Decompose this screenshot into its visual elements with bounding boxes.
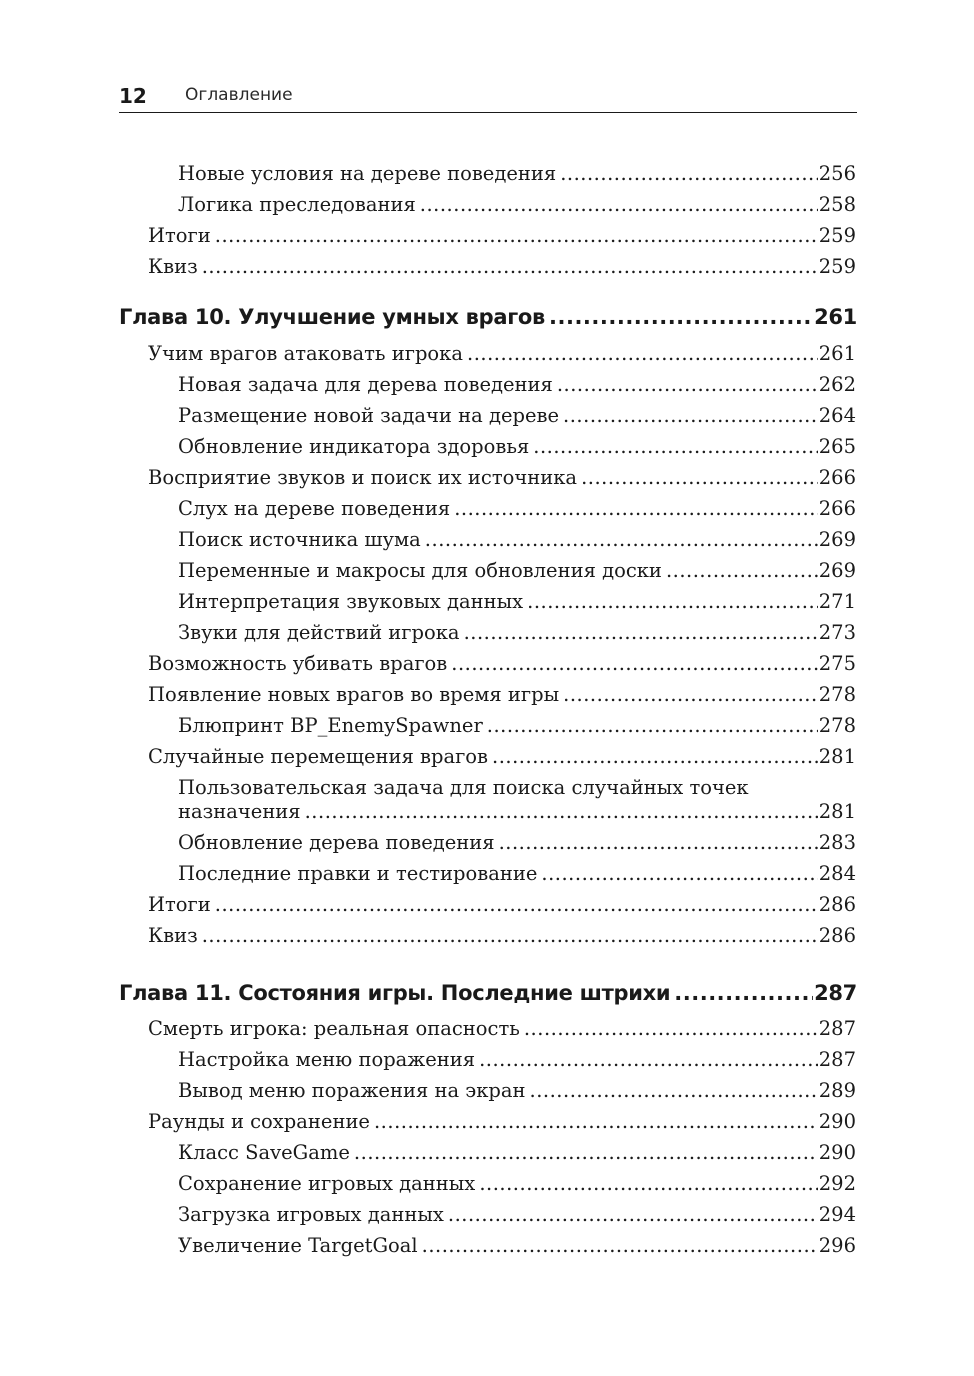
toc-entry: Слух на дереве поведения ..... 266: [178, 497, 856, 520]
running-header: [119, 80, 857, 113]
toc-entry: Раунды и сохранение ..... 290: [148, 1110, 856, 1133]
toc-entry: Итоги ..... 286: [148, 893, 856, 916]
toc-entry: Возможность убивать врагов ..... 275: [148, 652, 856, 675]
toc-entry: Новые условия на дереве поведения ..... 256: [178, 162, 856, 185]
toc-entry: Звуки для действий игрока ..... 273: [178, 621, 856, 644]
toc-entry: Настройка меню поражения ..... 287: [178, 1048, 856, 1071]
toc-entry: Увеличение TargetGoal ..... 296: [178, 1234, 856, 1257]
toc-entry: Итоги ..... 259: [148, 224, 856, 247]
toc-entry: Квиз ..... 259: [148, 255, 856, 278]
toc-entry: Класс SaveGame ..... 290: [178, 1141, 856, 1164]
toc-entry: Обновление дерева поведения ..... 283: [178, 831, 856, 854]
toc-entry: Вывод меню поражения на экран ..... 289: [178, 1079, 856, 1102]
page-number: 12: [119, 84, 147, 108]
toc-entry: Загрузка игровых данных ..... 294: [178, 1203, 856, 1226]
toc-entry: Логика преследования ..... 258: [178, 193, 856, 216]
toc-entry: Переменные и макросы для обновления доски ..... 269: [178, 559, 856, 582]
toc-entry: Появление новых врагов во время игры ..... 278: [148, 683, 856, 706]
toc-entry: Восприятие звуков и поиск их источника ..... 266: [148, 466, 856, 489]
toc-entry: Сохранение игровых данных ..... 292: [178, 1172, 856, 1195]
toc-entry: Размещение новой задачи на дереве ..... 264: [178, 404, 856, 427]
toc-entry: Квиз ..... 286: [148, 924, 856, 947]
toc-entry: Учим врагов атаковать игрока ..... 261: [148, 342, 856, 365]
toc-entry: Блюпринт BP_EnemySpawner ..... 278: [178, 714, 856, 737]
toc-entry: Интерпретация звуковых данных ..... 271: [178, 590, 856, 613]
toc-entry: Случайные перемещения врагов ..... 281: [148, 745, 856, 768]
toc-entry: Поиск источника шума ..... 269: [178, 528, 856, 551]
toc-entry: назначения ..... 281: [178, 800, 856, 823]
toc-entry: Обновление индикатора здоровья ..... 265: [178, 435, 856, 458]
toc-chapter: Глава 10. Улучшение умных врагов ..... 261: [119, 305, 857, 329]
toc-chapter: Глава 11. Состояния игры. Последние штрихи ..... 287: [119, 981, 857, 1005]
toc-entry-line1: Пользовательская задача для поиска случайных точек: [178, 776, 749, 799]
toc-entry: Смерть игрока: реальная опасность ..... 287: [148, 1017, 856, 1040]
toc-entry: Последние правки и тестирование ..... 284: [178, 862, 856, 885]
running-title: Оглавление: [185, 85, 293, 105]
toc-entry: Новая задача для дерева поведения ..... 262: [178, 373, 856, 396]
